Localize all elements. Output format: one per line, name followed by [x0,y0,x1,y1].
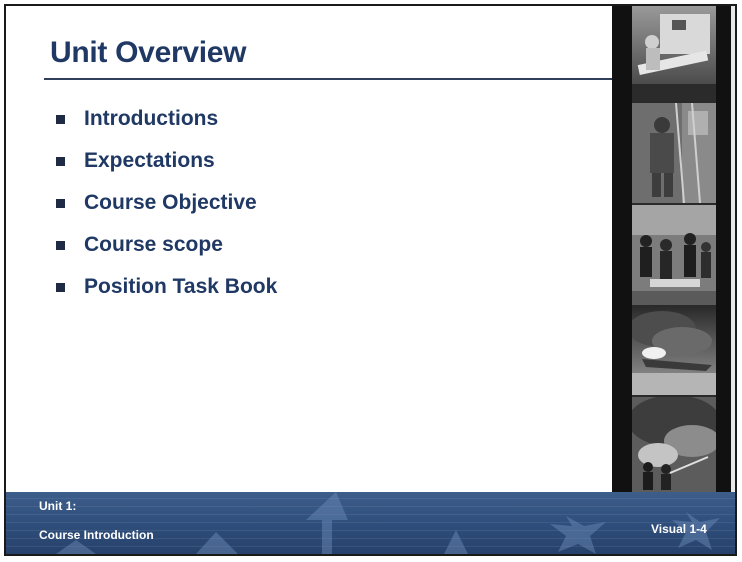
square-bullet-icon [56,115,65,124]
star-pattern-icon [6,492,735,554]
bullet-text: Expectations [84,149,215,172]
photo-strip [612,6,735,492]
bullet-text: Course scope [84,233,223,256]
slide [4,4,737,556]
ambulance-photo [632,6,716,101]
square-bullet-icon [56,157,65,166]
fire-hose-photo [632,397,716,492]
unit-name: Course Introduction [39,528,154,542]
slide-content [6,6,612,492]
bullet-item [52,266,277,308]
square-bullet-icon [56,283,65,292]
photo-column [632,6,716,492]
bullet-text: Course Objective [84,191,257,214]
rescue-team-photo [632,205,716,305]
bullet-list [52,98,277,308]
bullet-item [52,98,277,140]
unit-number: Unit 1: [39,499,77,513]
slide-title: Unit Overview [50,36,247,69]
bullet-item [52,224,277,266]
bullet-text: Position Task Book [84,275,278,298]
bullet-item [52,182,277,224]
bullet-item [52,140,277,182]
burning-ship-photo [632,307,716,395]
strip-edge [731,6,735,492]
square-bullet-icon [56,199,65,208]
ladder-firefighter-photo [632,103,716,203]
title-divider [44,78,612,80]
square-bullet-icon [56,241,65,250]
bullet-text: Introductions [84,107,219,130]
visual-number: Visual 1-4 [651,522,707,536]
slide-footer [6,492,735,554]
